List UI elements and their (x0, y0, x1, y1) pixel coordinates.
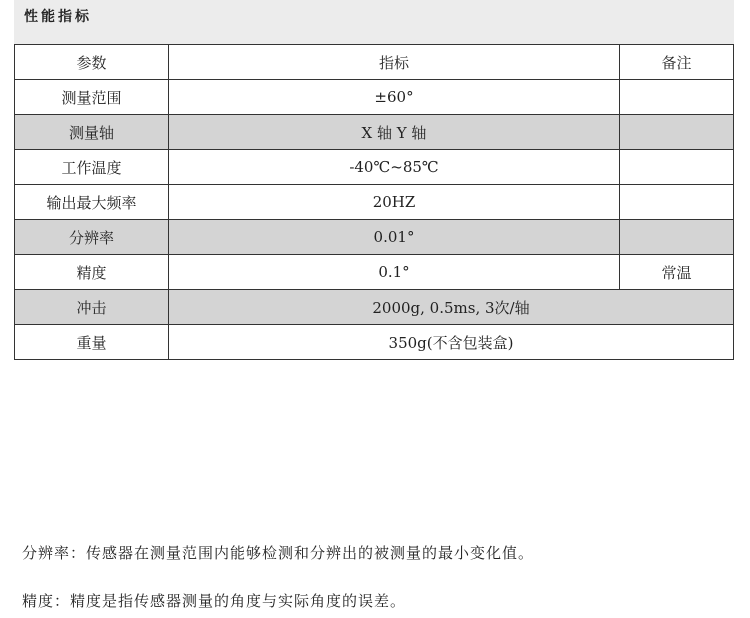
note-cell: 常温 (620, 255, 734, 290)
section-title: 性能指标 (24, 9, 92, 25)
param-cell: 冲击 (15, 290, 169, 325)
column-header-value: 指标 (169, 45, 620, 80)
table-row (15, 325, 734, 360)
value-cell: 20HZ (169, 185, 620, 220)
value-cell: 0.01° (169, 220, 620, 255)
table-row (15, 220, 734, 255)
accuracy-note: 精度：精度是指传感器测量的角度与实际角度的误差。 (22, 592, 407, 610)
param-cell: 重量 (15, 325, 169, 360)
table-header-row (15, 45, 734, 80)
value-cell: 0.1° (169, 255, 620, 290)
value-cell: ±60° (169, 80, 620, 115)
header-band (14, 0, 734, 45)
value-cell: -40℃~85℃ (169, 150, 620, 185)
param-cell: 测量轴 (15, 115, 169, 150)
note-cell (620, 185, 734, 220)
table-row (15, 290, 734, 325)
table-row (15, 185, 734, 220)
spec-table (14, 44, 734, 360)
note-cell (620, 80, 734, 115)
column-header-param: 参数 (15, 45, 169, 80)
value-cell: X 轴 Y 轴 (169, 115, 620, 150)
note-cell (620, 150, 734, 185)
param-cell: 精度 (15, 255, 169, 290)
param-cell: 测量范围 (15, 80, 169, 115)
note-cell (620, 220, 734, 255)
param-cell: 分辨率 (15, 220, 169, 255)
table-row (15, 150, 734, 185)
table-row (15, 80, 734, 115)
value-cell: 2000g, 0.5ms, 3次/轴 (169, 290, 734, 325)
param-cell: 输出最大频率 (15, 185, 169, 220)
param-cell: 工作温度 (15, 150, 169, 185)
table-row (15, 115, 734, 150)
value-cell: 350g(不含包装盒) (169, 325, 734, 360)
note-cell (620, 115, 734, 150)
resolution-note: 分辨率：传感器在测量范围内能够检测和分辨出的被测量的最小变化值。 (22, 544, 535, 562)
column-header-note: 备注 (620, 45, 734, 80)
table-row (15, 255, 734, 290)
